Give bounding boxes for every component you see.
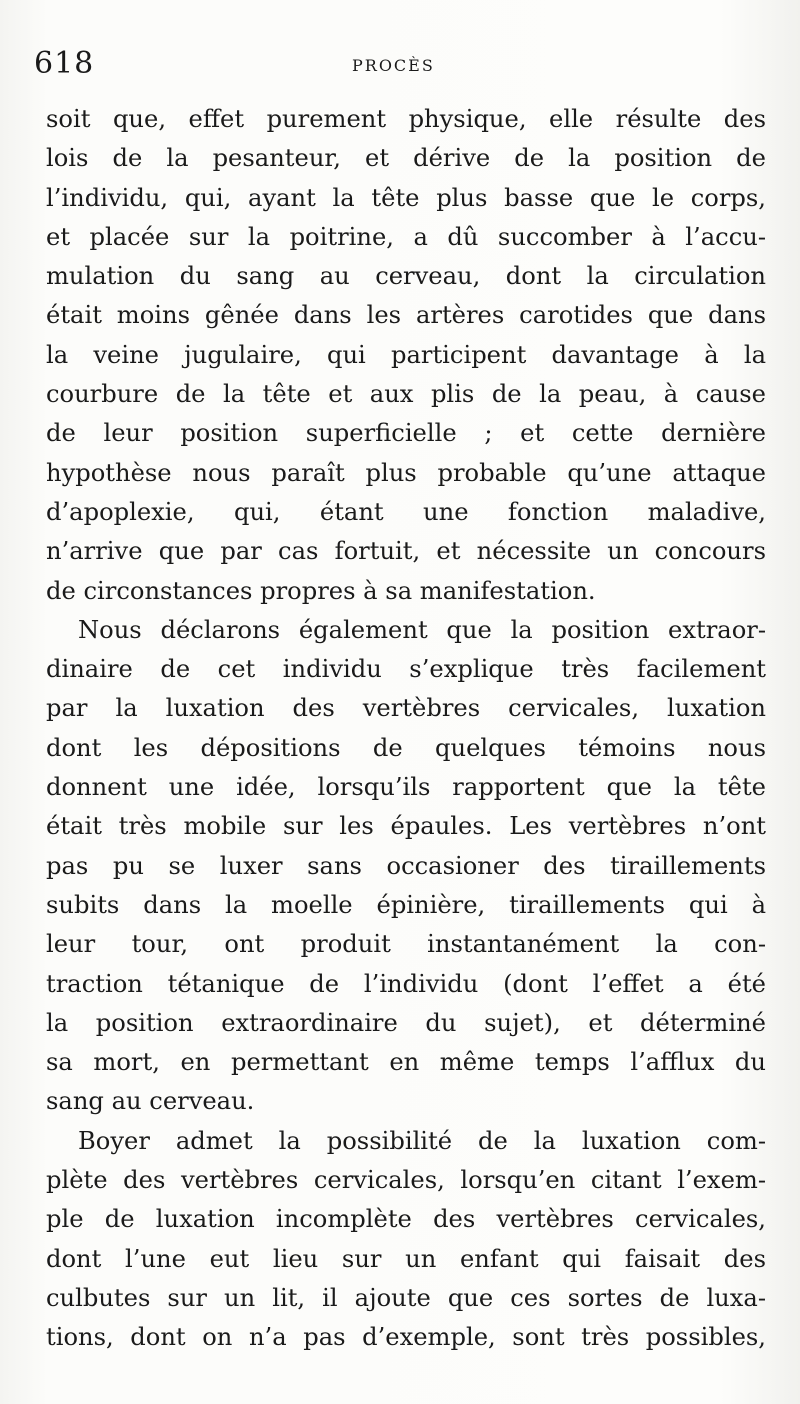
running-head: PROCÈS bbox=[352, 56, 435, 75]
text-line: dont l’une eut lieu sur un enfant qui faisait des bbox=[46, 1244, 766, 1273]
text-line: de leur position superficielle ; et cette dernière bbox=[46, 419, 766, 448]
text-line: la veine jugulaire, qui participent davantage à la bbox=[46, 340, 766, 369]
text-line: pas pu se luxer sans occasioner des tiraillements bbox=[46, 851, 766, 880]
text-line: leur tour, ont produit instantanément la con- bbox=[46, 930, 766, 959]
paragraph-first-line: Nous déclarons également que la position extraor- bbox=[78, 615, 766, 644]
text-line: dinaire de cet individu s’explique très facilement bbox=[46, 655, 766, 684]
text-line: l’individu, qui, ayant la tête plus basse que le corps, bbox=[46, 183, 766, 212]
text-line: par la luxation des vertèbres cervicales, luxation bbox=[46, 694, 766, 723]
text-line: dont les dépositions de quelques témoins nous bbox=[46, 733, 766, 762]
text-line: donnent une idée, lorsqu’ils rapportent que la tête bbox=[46, 773, 766, 802]
text-line: n’arrive que par cas fortuit, et nécessite un concours bbox=[46, 537, 766, 566]
text-line: la position extraordinaire du sujet), et déterminé bbox=[46, 1008, 766, 1037]
text-line: était moins gênée dans les artères carotides que dans bbox=[46, 301, 766, 330]
text-line: traction tétanique de l’individu (dont l’effet a été bbox=[46, 969, 766, 998]
text-line: plète des vertèbres cervicales, lorsqu’en citant l’exem- bbox=[46, 1166, 766, 1195]
text-line: soit que, effet purement physique, elle résulte des bbox=[46, 105, 766, 133]
text-line: courbure de la tête et aux plis de la peau, à cause bbox=[46, 380, 766, 409]
paragraph-first-line: Boyer admet la possibilité de la luxation com- bbox=[78, 1126, 766, 1155]
paragraph-last-line: de circonstances propres à sa manifestation. bbox=[46, 576, 596, 605]
text-line: mulation du sang au cerveau, dont la circulation bbox=[46, 262, 766, 291]
text-line: d’apoplexie, qui, étant une fonction maladive, bbox=[46, 497, 766, 526]
text-line: sa mort, en permettant en même temps l’afflux du bbox=[46, 1048, 766, 1077]
page-number: 618 bbox=[34, 46, 95, 81]
text-line: ple de luxation incomplète des vertèbres cervicales, bbox=[46, 1205, 766, 1234]
paragraph-last-line: sang au cerveau. bbox=[46, 1087, 255, 1116]
text-line: hypothèse nous paraît plus probable qu’une attaque bbox=[46, 458, 766, 487]
body-text bbox=[46, 100, 766, 1358]
text-line: tions, dont on n’a pas d’exemple, sont très possibles, bbox=[46, 1323, 766, 1352]
text-line: lois de la pesanteur, et dérive de la position de bbox=[46, 144, 766, 173]
text-line: culbutes sur un lit, il ajoute que ces sortes de luxa- bbox=[46, 1283, 766, 1312]
text-line: et placée sur la poitrine, a dû succomber à l’accu- bbox=[46, 222, 766, 251]
text-line: était très mobile sur les épaules. Les vertèbres n’ont bbox=[46, 812, 766, 841]
page-header bbox=[34, 46, 764, 86]
text-line: subits dans la moelle épinière, tiraillements qui à bbox=[46, 890, 766, 919]
